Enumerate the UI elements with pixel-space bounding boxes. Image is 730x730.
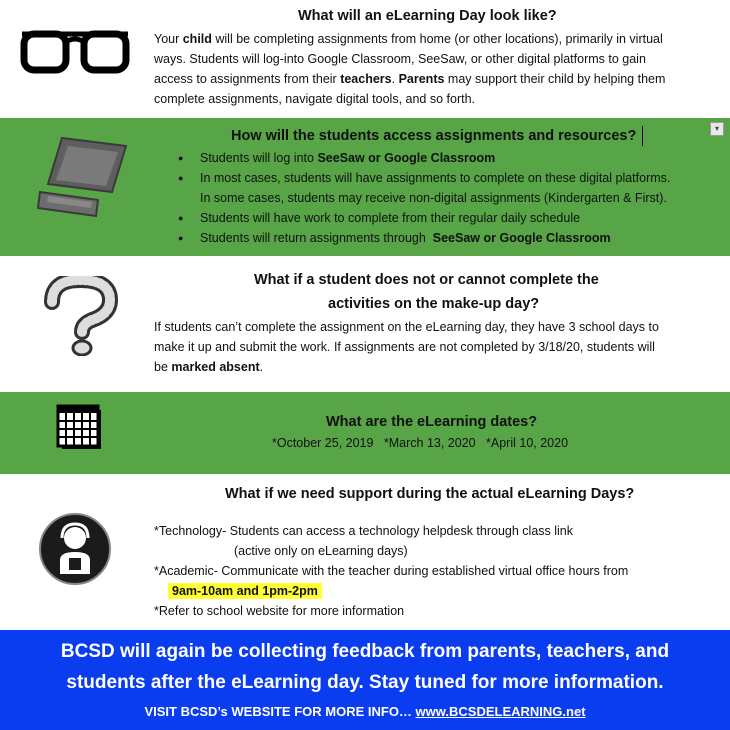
makeup-day-section [0, 256, 730, 392]
section-title-line: What if a student does not or cannot complete the [254, 272, 599, 288]
text-line: If students can’t complete the assignment on the eLearning day, they have 3 school days to [154, 320, 659, 334]
description-text [154, 29, 724, 109]
access-section [0, 118, 730, 256]
text-line: be marked absent. [154, 360, 264, 374]
laptop-icon [36, 134, 132, 225]
text-line: (active only on eLearning days) [234, 544, 408, 558]
list-item: ● In most cases, students will have assignments to complete on these digital platforms. In some cases, students may receive non-digital assignments (Kindergarten & First). [178, 168, 718, 208]
text-line: ways. Students will log-into Google Classroom, SeeSaw, or other digital platforms to gain [154, 52, 646, 66]
text-line: *Refer to school website for more information [154, 604, 405, 618]
banner-line: students after the eLearning day. Stay tuned for more information. [66, 672, 664, 693]
list-item: ● Students will log into SeeSaw or Google Classroom [178, 148, 718, 168]
elearning-day-section [0, 0, 730, 114]
glasses-icon [20, 28, 130, 85]
text-line [154, 581, 724, 601]
website-link[interactable]: www.BCSDELEARNING.net [415, 704, 586, 719]
visit-website-text: VISIT BCSD’s WEBSITE FOR MORE INFO… www.BCSDELEARNING.net [144, 704, 586, 719]
dates-section [0, 392, 730, 474]
question-mark-icon [38, 276, 122, 361]
banner-line: BCSD will again be collecting feedback from parents, teachers, and [60, 641, 670, 662]
text-line: access to assignments from their teachers. Parents may support their child by helping them [154, 72, 666, 86]
section-title-line: activities on the make-up day? [328, 296, 540, 312]
access-bullet-list [178, 148, 718, 248]
calendar-icon [56, 402, 102, 455]
section-title: What are the eLearning dates? [326, 414, 538, 430]
section-title: What if we need support during the actual eLearning Days? [225, 486, 635, 502]
support-section [0, 474, 730, 630]
section-title: What will an eLearning Day look like? [298, 8, 557, 24]
support-person-icon [38, 512, 112, 591]
text-line: *Academic- Communicate with the teacher during established virtual office hours from [154, 564, 629, 578]
feedback-banner [0, 630, 730, 730]
list-item: ● Students will return assignments through SeeSaw or Google Classroom [178, 228, 718, 248]
description-text [154, 317, 724, 377]
office-hours-highlight: 9am-10am and 1pm-2pm [168, 583, 322, 599]
text-line: Your child will be completing assignments from home (or other locations), primarily in virtual [154, 32, 663, 46]
section-title: How will the students access assignments and resources? [231, 128, 637, 144]
dates-text: *October 25, 2019 *March 13, 2020 *April 10, 2020 [272, 436, 569, 450]
text-cursor [642, 126, 643, 146]
text-line: complete assignments, navigate digital tools, and so forth. [154, 92, 476, 106]
text-line: *Technology- Students can access a technology helpdesk through class link [154, 524, 574, 538]
dropdown-toggle-icon[interactable]: ▾ [710, 122, 724, 136]
text-line: make it up and submit the work. If assignments are not completed by 3/18/20, students will [154, 340, 655, 354]
list-item: ● Students will have work to complete from their regular daily schedule [178, 208, 718, 228]
support-text [154, 521, 724, 621]
